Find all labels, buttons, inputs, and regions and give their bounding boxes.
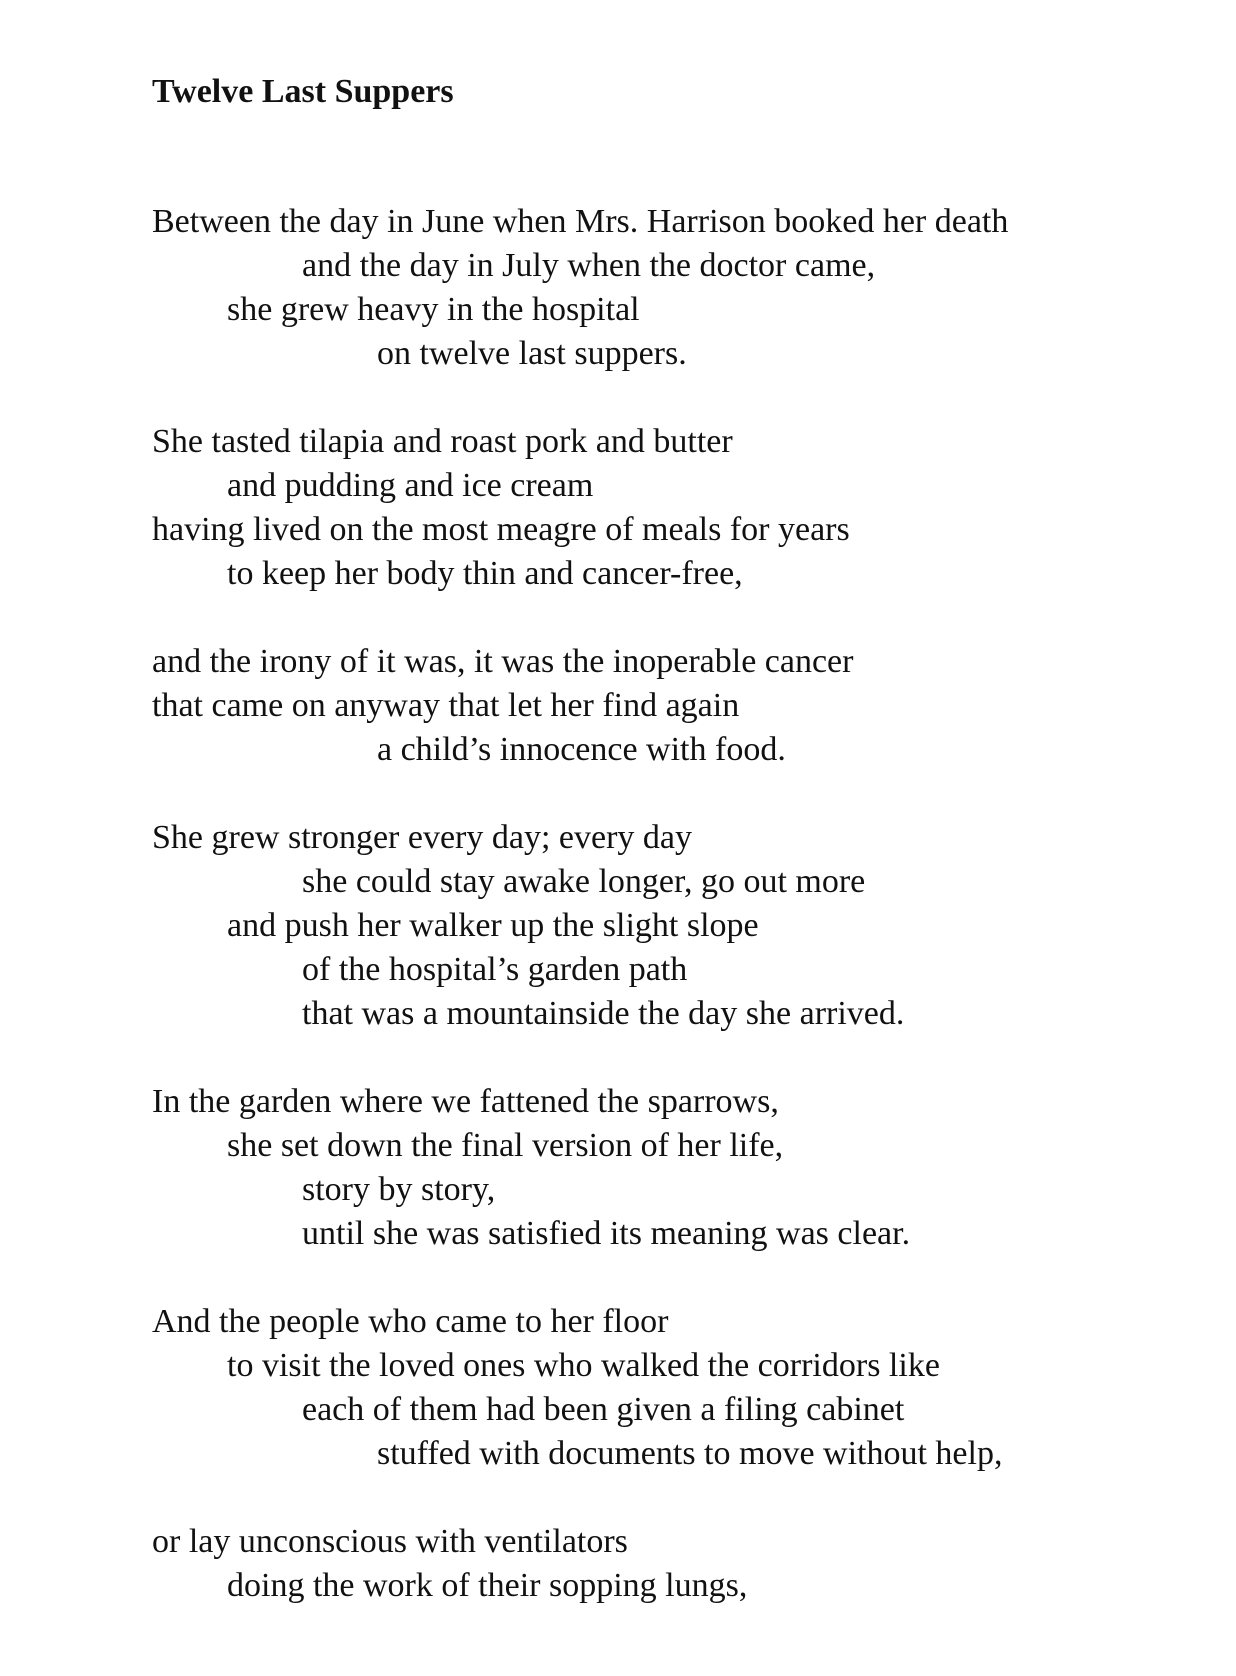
poem-line: each of them had been given a filing cabinet — [302, 1391, 905, 1428]
poem-line: to visit the loved ones who walked the corridors like — [227, 1347, 940, 1384]
poem-line: and push her walker up the slight slope — [227, 907, 759, 944]
stanza-5 — [152, 1080, 1212, 1256]
poem-line: that came on anyway that let her find again — [152, 687, 740, 724]
poem-line: and the irony of it was, it was the inoperable cancer — [152, 643, 854, 680]
poem-line: Between the day in June when Mrs. Harrison booked her death — [152, 203, 1009, 240]
poem-line: a child’s innocence with food. — [377, 731, 786, 768]
stanza-6 — [152, 1300, 1212, 1476]
poem-line: she could stay awake longer, go out more — [302, 863, 866, 900]
stanza-7 — [152, 1520, 1212, 1608]
poem-body — [152, 200, 1212, 1652]
poem-line: to keep her body thin and cancer-free, — [227, 555, 743, 592]
poem-line: She grew stronger every day; every day — [152, 819, 693, 856]
stanza-1 — [152, 200, 1212, 376]
stanza-4 — [152, 816, 1212, 1036]
poem-line: In the garden where we fattened the sparrows, — [152, 1083, 779, 1120]
poem-line: doing the work of their sopping lungs, — [227, 1567, 748, 1604]
poem-line: that was a mountainside the day she arrived. — [302, 995, 905, 1032]
stanza-3 — [152, 640, 1212, 772]
poem-title: Twelve Last Suppers — [152, 73, 454, 110]
poem-line: until she was satisfied its meaning was clear. — [302, 1215, 911, 1252]
poem-line: story by story, — [302, 1171, 496, 1208]
poem-line: And the people who came to her floor — [152, 1303, 669, 1340]
stanza-2 — [152, 420, 1212, 596]
poem-line: or lay unconscious with ventilators — [152, 1523, 628, 1560]
poem-line: of the hospital’s garden path — [302, 951, 688, 988]
poem-line: and the day in July when the doctor came, — [302, 247, 876, 284]
poem-line: having lived on the most meagre of meals for years — [152, 511, 850, 548]
poem-line: and pudding and ice cream — [227, 467, 594, 504]
poem-line: She tasted tilapia and roast pork and butter — [152, 423, 733, 460]
poem-line: stuffed with documents to move without help, — [377, 1435, 1003, 1472]
poem-line: she grew heavy in the hospital — [227, 291, 640, 328]
poem-line: she set down the final version of her life, — [227, 1127, 784, 1164]
poem-line: on twelve last suppers. — [377, 335, 687, 372]
